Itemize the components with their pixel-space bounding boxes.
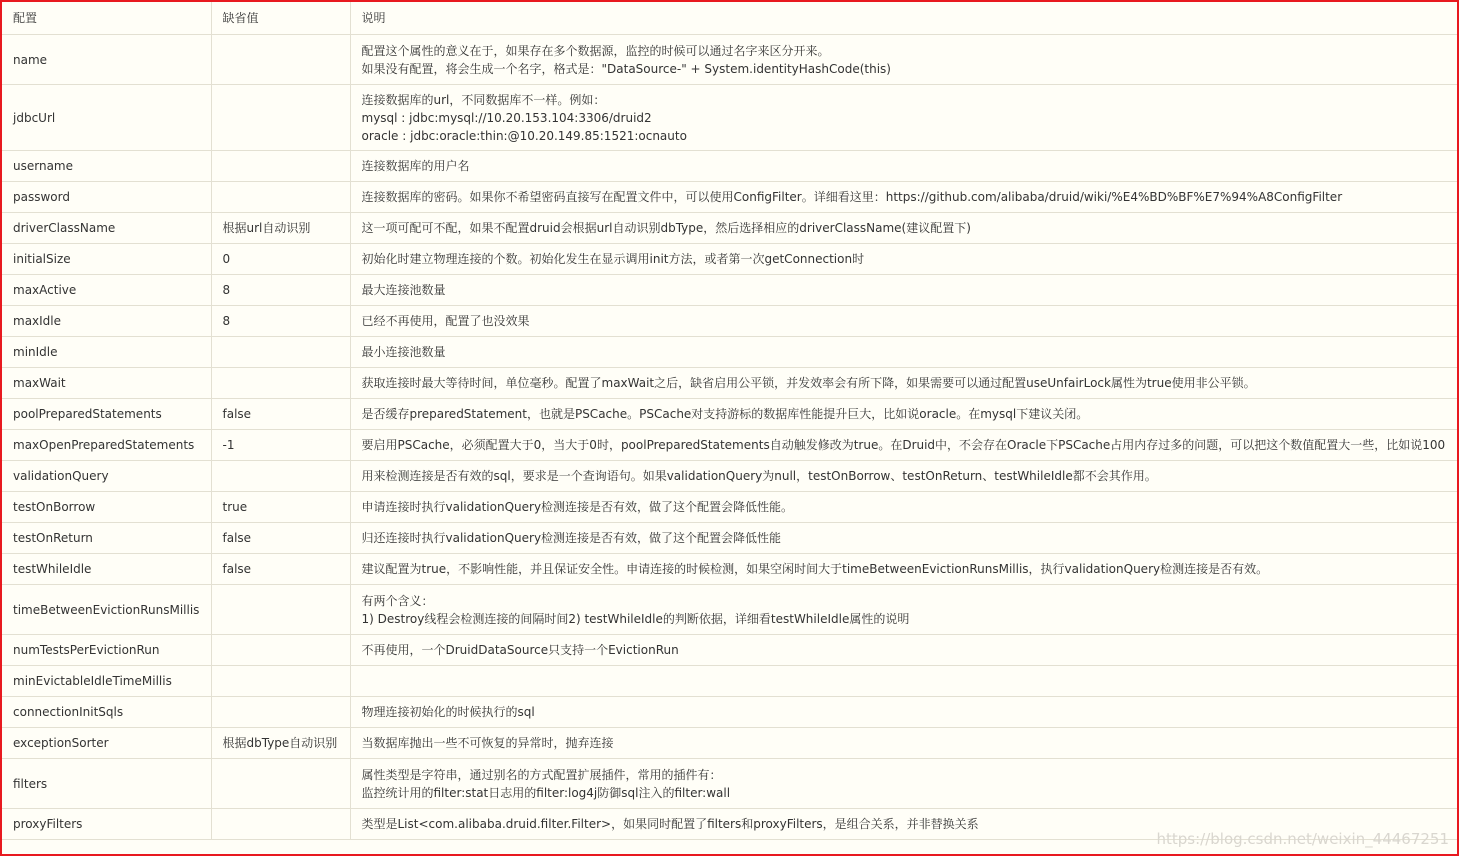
description-cell [350,151,1457,182]
description-line: 这一项可配可不配，如果不配置druid会根据url自动识别dbType，然后选择相应的driverClassName(建议配置下) [361,221,971,235]
table-row [2,306,1457,337]
default-value-cell [211,35,350,85]
default-value-cell: false [211,554,350,585]
description-cell [350,461,1457,492]
description-line: 连接数据库的用户名 [361,159,470,173]
config-name-cell: minIdle [2,337,211,368]
description-line: 类型是List<com.alibaba.druid.filter.Filter>，如果同时配置了filters和proxyFilters，是组合关系，并非替换关系 [361,817,979,831]
config-name-cell: numTestsPerEvictionRun [2,635,211,666]
description-cell [350,492,1457,523]
default-value-cell: 根据url自动识别 [211,213,350,244]
default-value-cell [211,461,350,492]
config-name-cell: initialSize [2,244,211,275]
description-cell [350,666,1457,697]
config-name-cell: driverClassName [2,213,211,244]
default-value-cell [211,151,350,182]
default-value-cell: false [211,399,350,430]
watermark: https://blog.csdn.net/weixin_44467251 [1156,830,1449,848]
default-value-cell [211,585,350,635]
description-line: 要启用PSCache，必须配置大于0，当大于0时，poolPreparedStatements自动触发修改为true。在Druid中，不会存在Oracle下PSCache占用内存过多的问题，可以把这个数值配置大一些，比如说100 [361,438,1446,452]
default-value-cell [211,759,350,809]
description-cell [350,554,1457,585]
table-row [2,492,1457,523]
header-description: 说明 [350,2,1457,35]
description-line: oracle : jdbc:oracle:thin:@10.20.149.85:1521:ocnauto [361,128,687,143]
description-line: 已经不再使用，配置了也没效果 [361,314,530,328]
description-line: 有两个含义： [361,593,434,608]
header-default: 缺省值 [211,2,350,35]
table-row [2,213,1457,244]
config-name-cell: maxIdle [2,306,211,337]
description-cell [350,85,1457,151]
config-name-cell: maxOpenPreparedStatements [2,430,211,461]
table-row [2,399,1457,430]
description-line: 连接数据库的url，不同数据库不一样。例如： [361,92,606,107]
description-cell [350,275,1457,306]
description-line: 当数据库抛出一些不可恢复的异常时，抛弃连接 [361,736,614,750]
description-cell [350,368,1457,399]
description-line: 配置这个属性的意义在于，如果存在多个数据源，监控的时候可以通过名字来区分开来。 [361,43,830,58]
table-row [2,461,1457,492]
table-row [2,585,1457,635]
description-cell [350,337,1457,368]
description-line: 建议配置为true，不影响性能，并且保证安全性。申请连接的时候检测，如果空闲时间大于timeBetweenEvictionRunsMillis，执行validationQuery检测连接是否有效。 [361,562,1269,576]
description-cell [350,244,1457,275]
description-cell [350,399,1457,430]
description-cell [350,635,1457,666]
default-value-cell: 8 [211,306,350,337]
config-name-cell: validationQuery [2,461,211,492]
table-row [2,635,1457,666]
description-cell [350,759,1457,809]
default-value-cell [211,85,350,151]
default-value-cell [211,697,350,728]
description-line: 申请连接时执行validationQuery检测连接是否有效，做了这个配置会降低性能。 [361,500,794,514]
config-name-cell: filters [2,759,211,809]
config-name-cell: jdbcUrl [2,85,211,151]
description-line: 获取连接时最大等待时间，单位毫秒。配置了maxWait之后，缺省启用公平锁，并发效率会有所下降，如果需要可以通过配置useUnfairLock属性为true使用非公平锁。 [361,376,1256,390]
table-body [2,2,1457,840]
table-row [2,554,1457,585]
table-row [2,85,1457,151]
description-cell [350,306,1457,337]
config-name-cell: timeBetweenEvictionRunsMillis [2,585,211,635]
default-value-cell [211,635,350,666]
table-row [2,337,1457,368]
description-cell [350,430,1457,461]
config-name-cell: connectionInitSqls [2,697,211,728]
config-name-cell: poolPreparedStatements [2,399,211,430]
config-name-cell: testOnReturn [2,523,211,554]
default-value-cell [211,337,350,368]
description-cell [350,585,1457,635]
table-row [2,182,1457,213]
header-config: 配置 [2,2,211,35]
table-row [2,666,1457,697]
description-line: 不再使用，一个DruidDataSource只支持一个EvictionRun [361,643,679,657]
description-line: 1) Destroy线程会检测连接的间隔时间2) testWhileIdle的判断依据，详细看testWhileIdle属性的说明 [361,611,910,626]
table-header-row [2,2,1457,35]
config-name-cell: password [2,182,211,213]
description-cell [350,697,1457,728]
description-line: 用来检测连接是否有效的sql，要求是一个查询语句。如果validationQuery为null，testOnBorrow、testOnReturn、testWhileIdle都不会其作用。 [361,469,1157,483]
config-name-cell: testOnBorrow [2,492,211,523]
table-row [2,368,1457,399]
table-row [2,151,1457,182]
druid-config-table [2,2,1457,840]
description-cell [350,728,1457,759]
description-cell [350,213,1457,244]
table-row [2,759,1457,809]
description-line: 属性类型是字符串，通过别名的方式配置扩展插件，常用的插件有： [361,767,722,782]
table-row [2,35,1457,85]
table-row [2,728,1457,759]
config-name-cell: proxyFilters [2,809,211,840]
default-value-cell [211,809,350,840]
description-cell [350,35,1457,85]
default-value-cell: 0 [211,244,350,275]
description-line: 监控统计用的filter:stat日志用的filter:log4j防御sql注入的filter:wall [361,785,731,800]
description-line: 最小连接池数量 [361,345,446,359]
config-name-cell: username [2,151,211,182]
config-name-cell: exceptionSorter [2,728,211,759]
config-name-cell: minEvictableIdleTimeMillis [2,666,211,697]
description-cell [350,523,1457,554]
description-line: 是否缓存preparedStatement，也就是PSCache。PSCache对支持游标的数据库性能提升巨大，比如说oracle。在mysql下建议关闭。 [361,407,1089,421]
default-value-cell: false [211,523,350,554]
table-row [2,697,1457,728]
config-name-cell: name [2,35,211,85]
description-line: 如果没有配置，将会生成一个名字，格式是："DataSource-" + System.identityHashCode(this) [361,61,891,76]
table-row [2,275,1457,306]
description-line: 初始化时建立物理连接的个数。初始化发生在显示调用init方法，或者第一次getConnection时 [361,252,865,266]
table-row [2,244,1457,275]
default-value-cell [211,182,350,213]
default-value-cell: -1 [211,430,350,461]
description-line: 最大连接池数量 [361,283,446,297]
description-cell [350,182,1457,213]
description-line: 连接数据库的密码。如果你不希望密码直接写在配置文件中，可以使用ConfigFilter。详细看这里：https://github.com/alibaba/druid/wiki/%E4%BD%BF%E7%94%A8ConfigFilter [361,190,1343,204]
config-name-cell: testWhileIdle [2,554,211,585]
default-value-cell: 根据dbType自动识别 [211,728,350,759]
default-value-cell: 8 [211,275,350,306]
description-line: mysql : jdbc:mysql://10.20.153.104:3306/druid2 [361,110,652,125]
table-row [2,430,1457,461]
table-row [2,523,1457,554]
default-value-cell [211,666,350,697]
config-name-cell: maxWait [2,368,211,399]
default-value-cell: true [211,492,350,523]
config-name-cell: maxActive [2,275,211,306]
default-value-cell [211,368,350,399]
description-line: 归还连接时执行validationQuery检测连接是否有效，做了这个配置会降低性能 [361,531,782,545]
description-line: 物理连接初始化的时候执行的sql [361,705,535,719]
